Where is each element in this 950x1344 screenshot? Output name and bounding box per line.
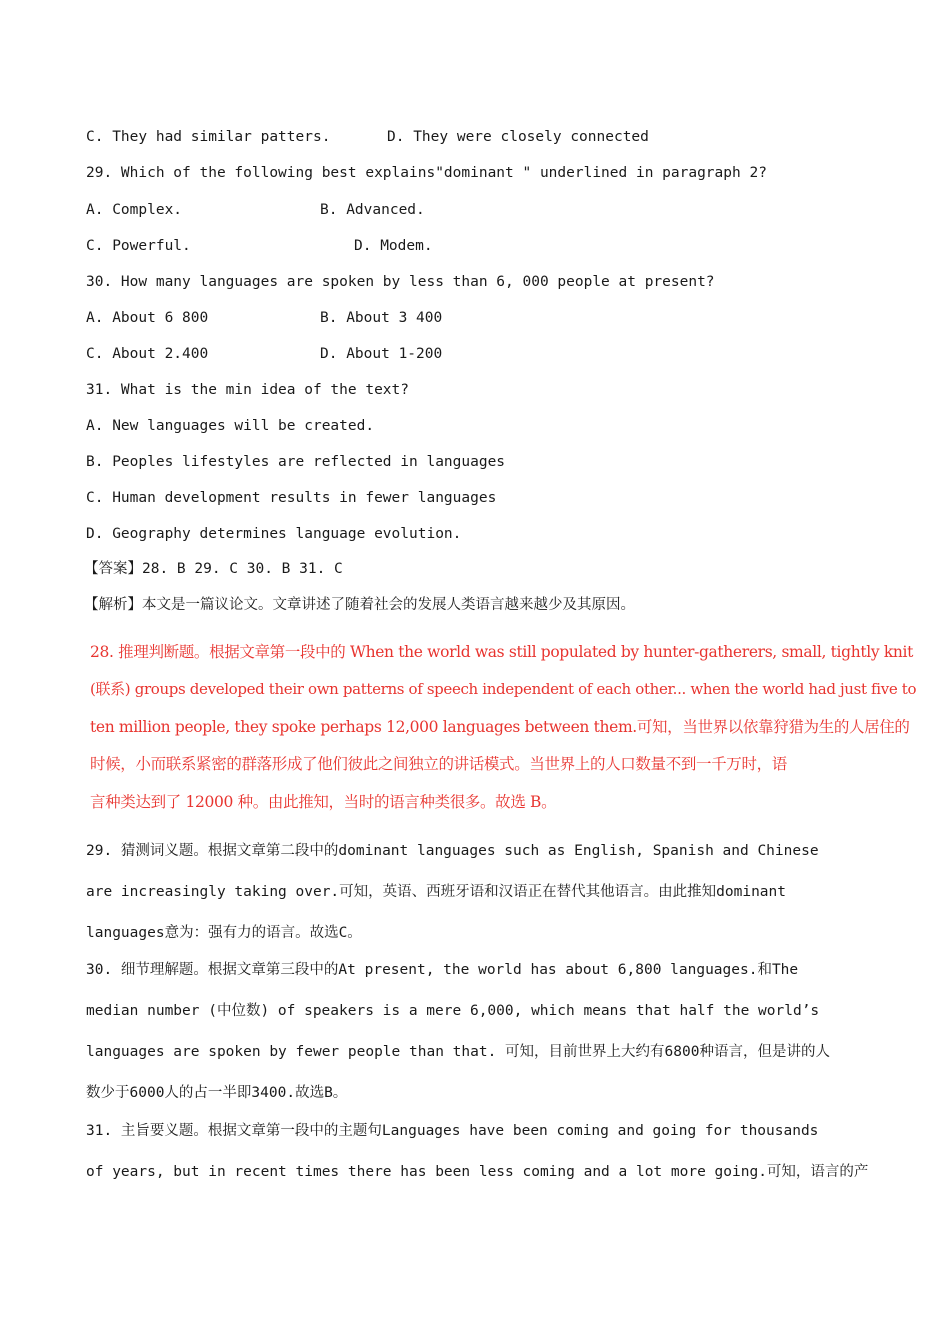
- q31-question: 31. What is the min idea of the text?: [86, 382, 410, 398]
- q31-option-b: B. Peoples lifestyles are reflected in languages: [86, 454, 506, 470]
- explanation-28-line: 时候，小而联系紧密的群落形成了他们彼此之间独立的讲话模式。当世界上的人口数量不到一千万时，语: [90, 755, 787, 773]
- q28-option-d: D. They were closely connected: [387, 129, 649, 145]
- q30-question: 30. How many languages are spoken by less than 6, 000 people at present?: [86, 274, 715, 290]
- explanation-30-line: 数少于6000人的占一半即3400.故选B。: [86, 1085, 348, 1101]
- q29-question: 29. Which of the following best explains"dominant " underlined in paragraph 2?: [86, 165, 767, 181]
- explanation-29-line: languages意为：强有力的语言。故选C。: [86, 925, 362, 941]
- explanation-31-line: 31. 主旨要义题。根据文章第一段中的主题句Languages have been coming and going for thousands: [86, 1123, 819, 1139]
- explanation-28-line: 28. 推理判断题。根据文章第一段中的 When the world was still populated by hunter-gatherers, small, tightly knit: [90, 643, 913, 661]
- explanation-31-line: of years, but in recent times there has been less coming and a lot more going.可知，语言的产: [86, 1164, 869, 1180]
- q31-option-c: C. Human development results in fewer languages: [86, 490, 497, 506]
- q30-option-b: B. About 3 400: [320, 310, 443, 326]
- explanation-30-line: 30. 细节理解题。根据文章第三段中的At present, the world has about 6,800 languages.和The: [86, 962, 799, 978]
- explanation-28-line: 言种类达到了 12000 种。由此推知，当时的语言种类很多。故选 B。: [90, 793, 557, 811]
- explanation-30-line: median number (中位数) of speakers is a mere 6,000, which means that half the world’s: [86, 1003, 820, 1019]
- q29-option-a: A. Complex.: [86, 202, 183, 218]
- explanation-29-line: are increasingly taking over.可知，英语、西班牙语和汉语正在替代其他语言。由此推知dominant: [86, 884, 786, 900]
- explanation-30-line: languages are spoken by fewer people than that. 可知，目前世界上大约有6800种语言，但是讲的人: [86, 1044, 830, 1060]
- q30-option-c: C. About 2.400: [86, 346, 209, 362]
- q28-option-c: C. They had similar patters.: [86, 129, 331, 145]
- explanation-29-line: 29. 猜测词义题。根据文章第二段中的dominant languages such as English, Spanish and Chinese: [86, 843, 819, 859]
- explanation-28-line: ten million people, they spoke perhaps 12,000 languages between them.可知，当世界以依靠狩猎为生的人居住的: [90, 718, 910, 736]
- analysis-summary: 【解析】本文是一篇议论文。文章讲述了随着社会的发展人类语言越来越少及其原因。: [84, 597, 635, 613]
- q30-option-d: D. About 1-200: [320, 346, 443, 362]
- q31-option-a: A. New languages will be created.: [86, 418, 375, 434]
- q30-option-a: A. About 6 800: [86, 310, 209, 326]
- answer-key: 【答案】28. B 29. C 30. B 31. C: [84, 561, 343, 577]
- q29-option-d: D. Modem.: [354, 238, 433, 254]
- q29-option-c: C. Powerful.: [86, 238, 191, 254]
- explanation-28-line: (联系) groups developed their own patterns of speech independent of each other... when the world had just five to: [90, 680, 917, 698]
- q29-option-b: B. Advanced.: [320, 202, 425, 218]
- q31-option-d: D. Geography determines language evolution.: [86, 526, 462, 542]
